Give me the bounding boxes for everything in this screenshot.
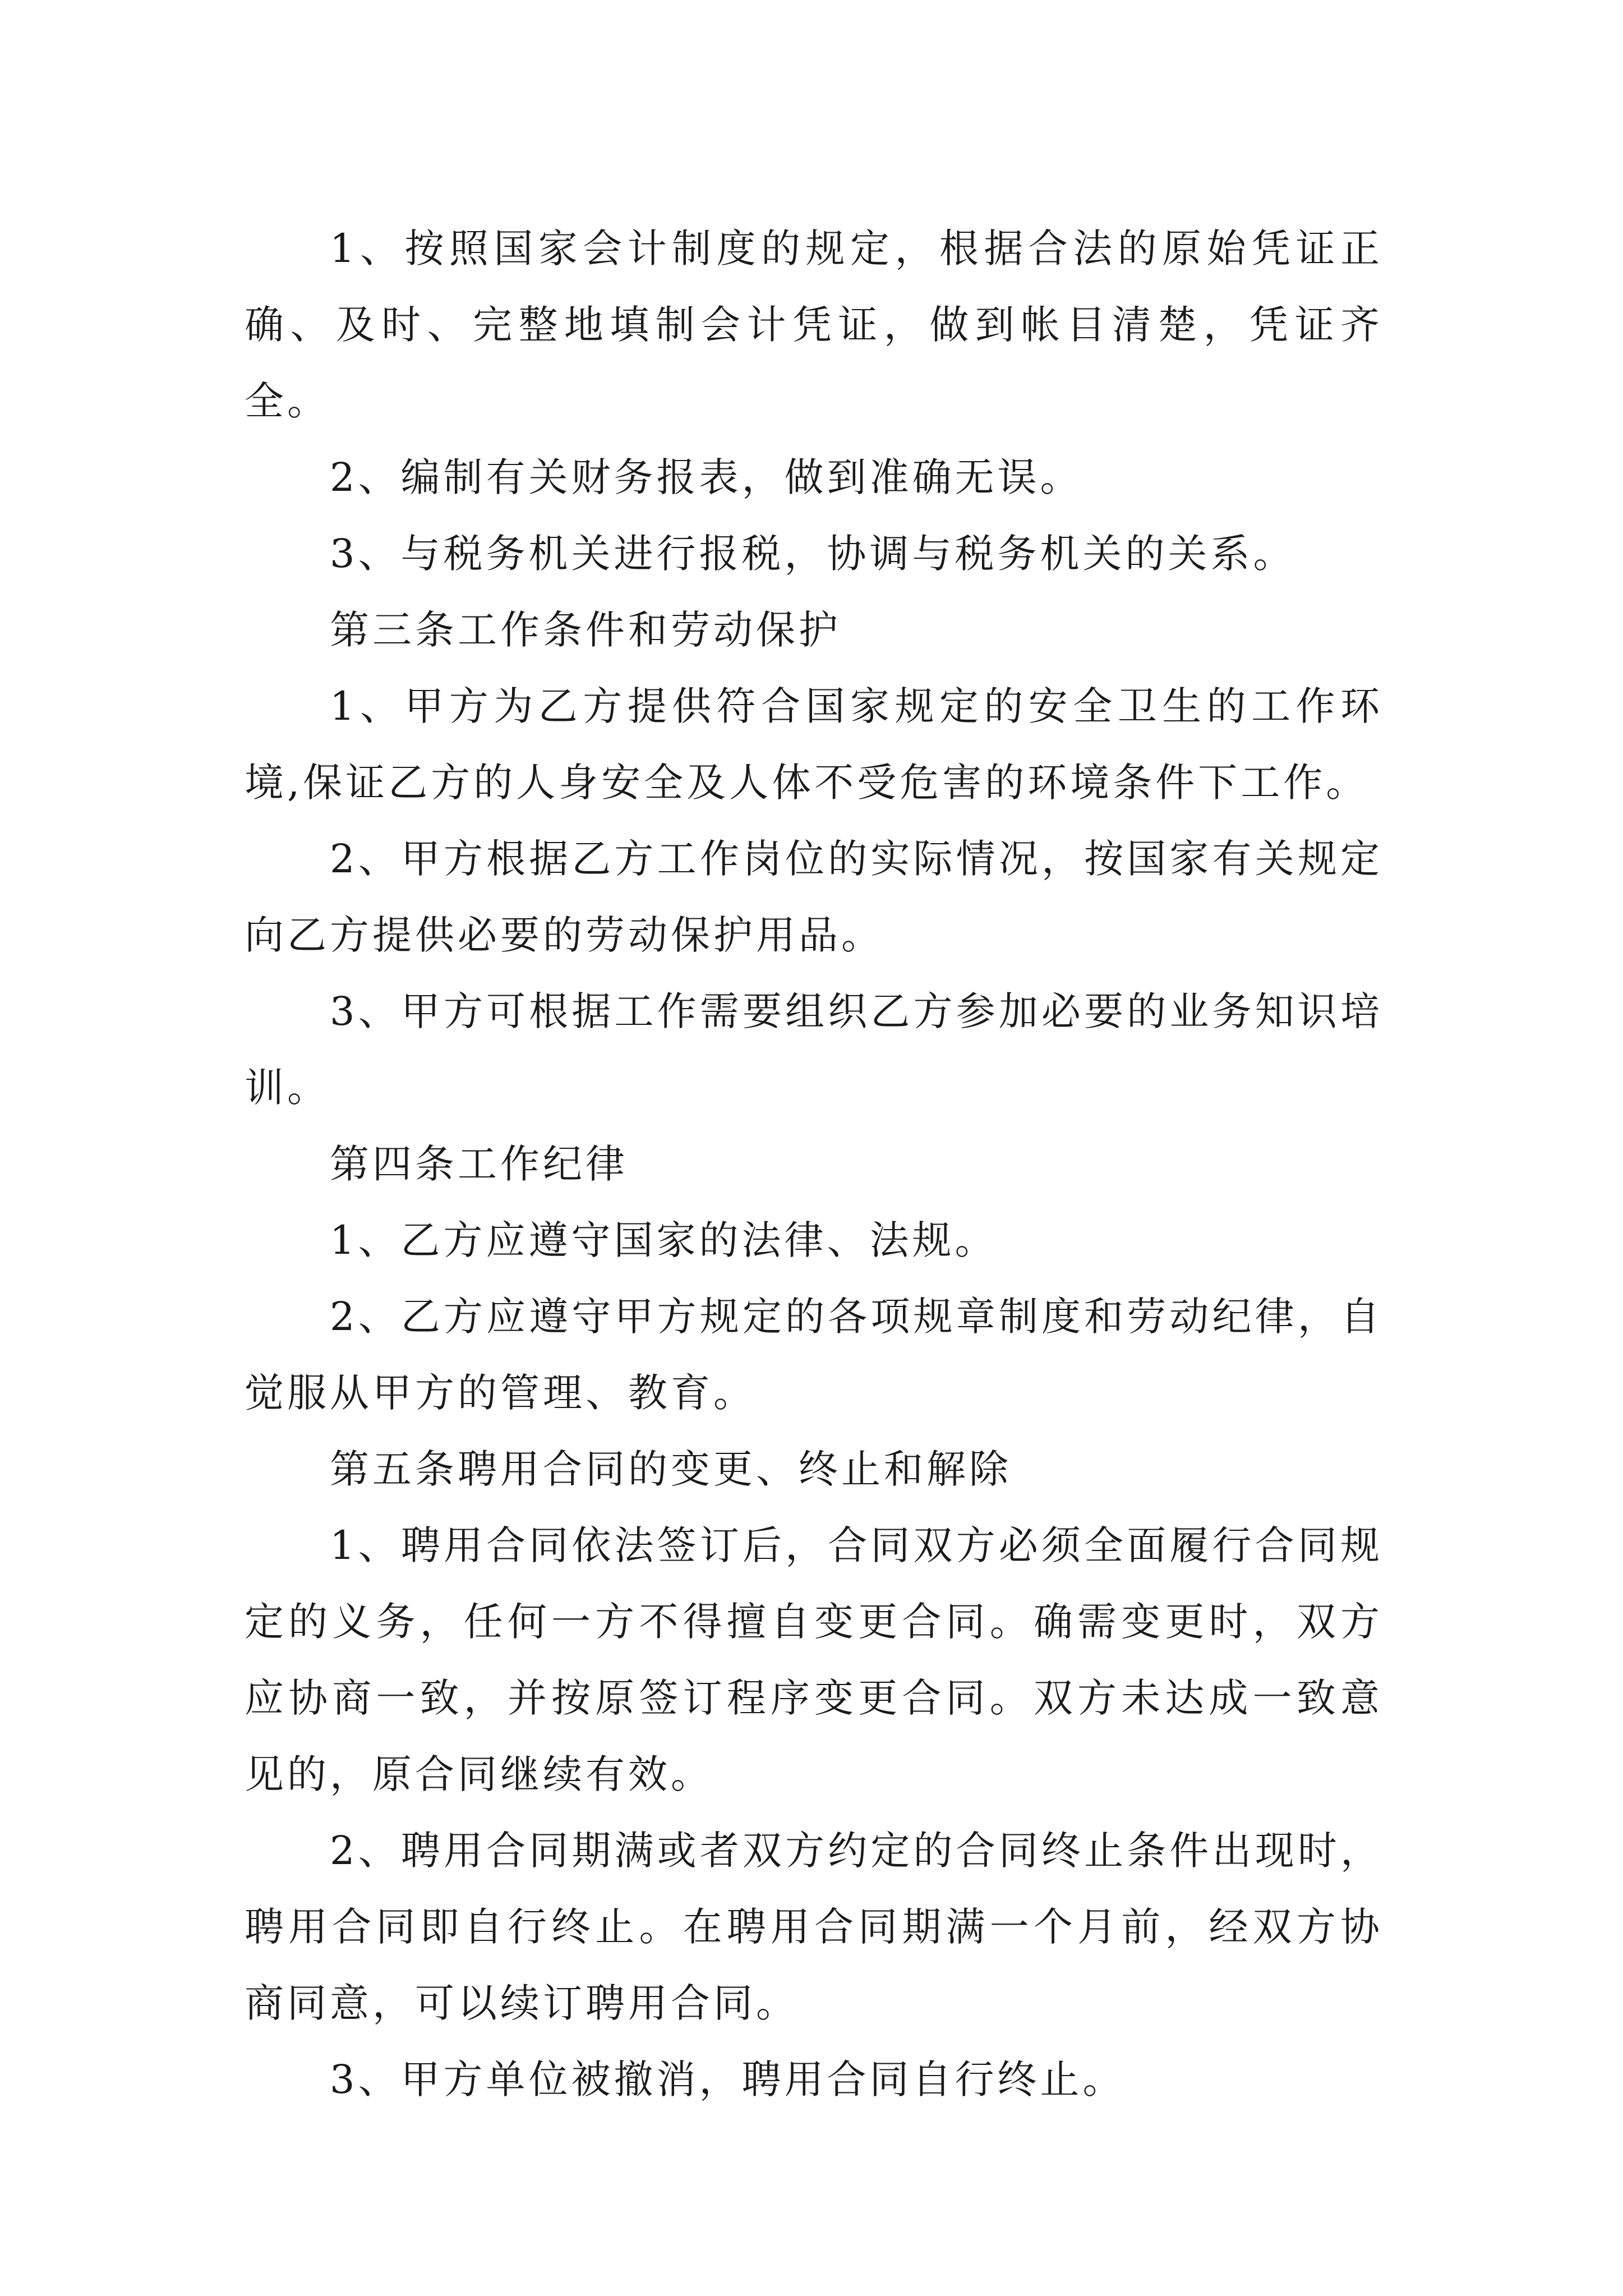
clause-paragraph: 1、甲方为乙方提供符合国家规定的安全卫生的工作环境,保证乙方的人身安全及人体不受危害的环境条件下工作。 xyxy=(245,683,1383,806)
clause-paragraph: 3、甲方单位被撤消，聘用合同自行终止。 xyxy=(330,2056,1126,2102)
document-body xyxy=(245,210,1383,2118)
clause-paragraph: 2、聘用合同期满或者双方约定的合同终止条件出现时，聘用合同即自行终止。在聘用合同期满一个月前，经双方协商同意，可以续订聘用合同。 xyxy=(245,1828,1383,2026)
clause-paragraph: 2、编制有关财务报表，做到准确无误。 xyxy=(330,454,1083,500)
clause-paragraph: 3、与税务机关进行报税，协调与税务机关的关系。 xyxy=(330,531,1296,577)
clause-paragraph: 1、聘用合同依法签订后，合同双方必须全面履行合同规定的义务，任何一方不得擅自变更合同。确需变更时，双方应协商一致，并按原签订程序变更合同。双方未达成一致意见的，原合同继续有效。 xyxy=(245,1522,1383,1797)
section-heading: 第三条工作条件和劳动保护 xyxy=(330,607,841,653)
section-heading: 第五条聘用合同的变更、终止和解除 xyxy=(330,1446,1012,1492)
clause-paragraph: 1、按照国家会计制度的规定，根据合法的原始凭证正确、及时、完整地填制会计凭证，做到帐目清楚，凭证齐全。 xyxy=(245,226,1383,424)
clause-paragraph: 2、乙方应遵守甲方规定的各项规章制度和劳动纪律，自觉服从甲方的管理、教育。 xyxy=(245,1294,1383,1416)
clause-paragraph: 3、甲方可根据工作需要组织乙方参加必要的业务知识培训。 xyxy=(245,988,1383,1111)
clause-paragraph: 2、甲方根据乙方工作岗位的实际情况，按国家有关规定向乙方提供必要的劳动保护用品。 xyxy=(245,836,1383,958)
clause-paragraph: 1、乙方应遵守国家的法律、法规。 xyxy=(330,1217,998,1263)
section-heading: 第四条工作纪律 xyxy=(330,1141,628,1187)
